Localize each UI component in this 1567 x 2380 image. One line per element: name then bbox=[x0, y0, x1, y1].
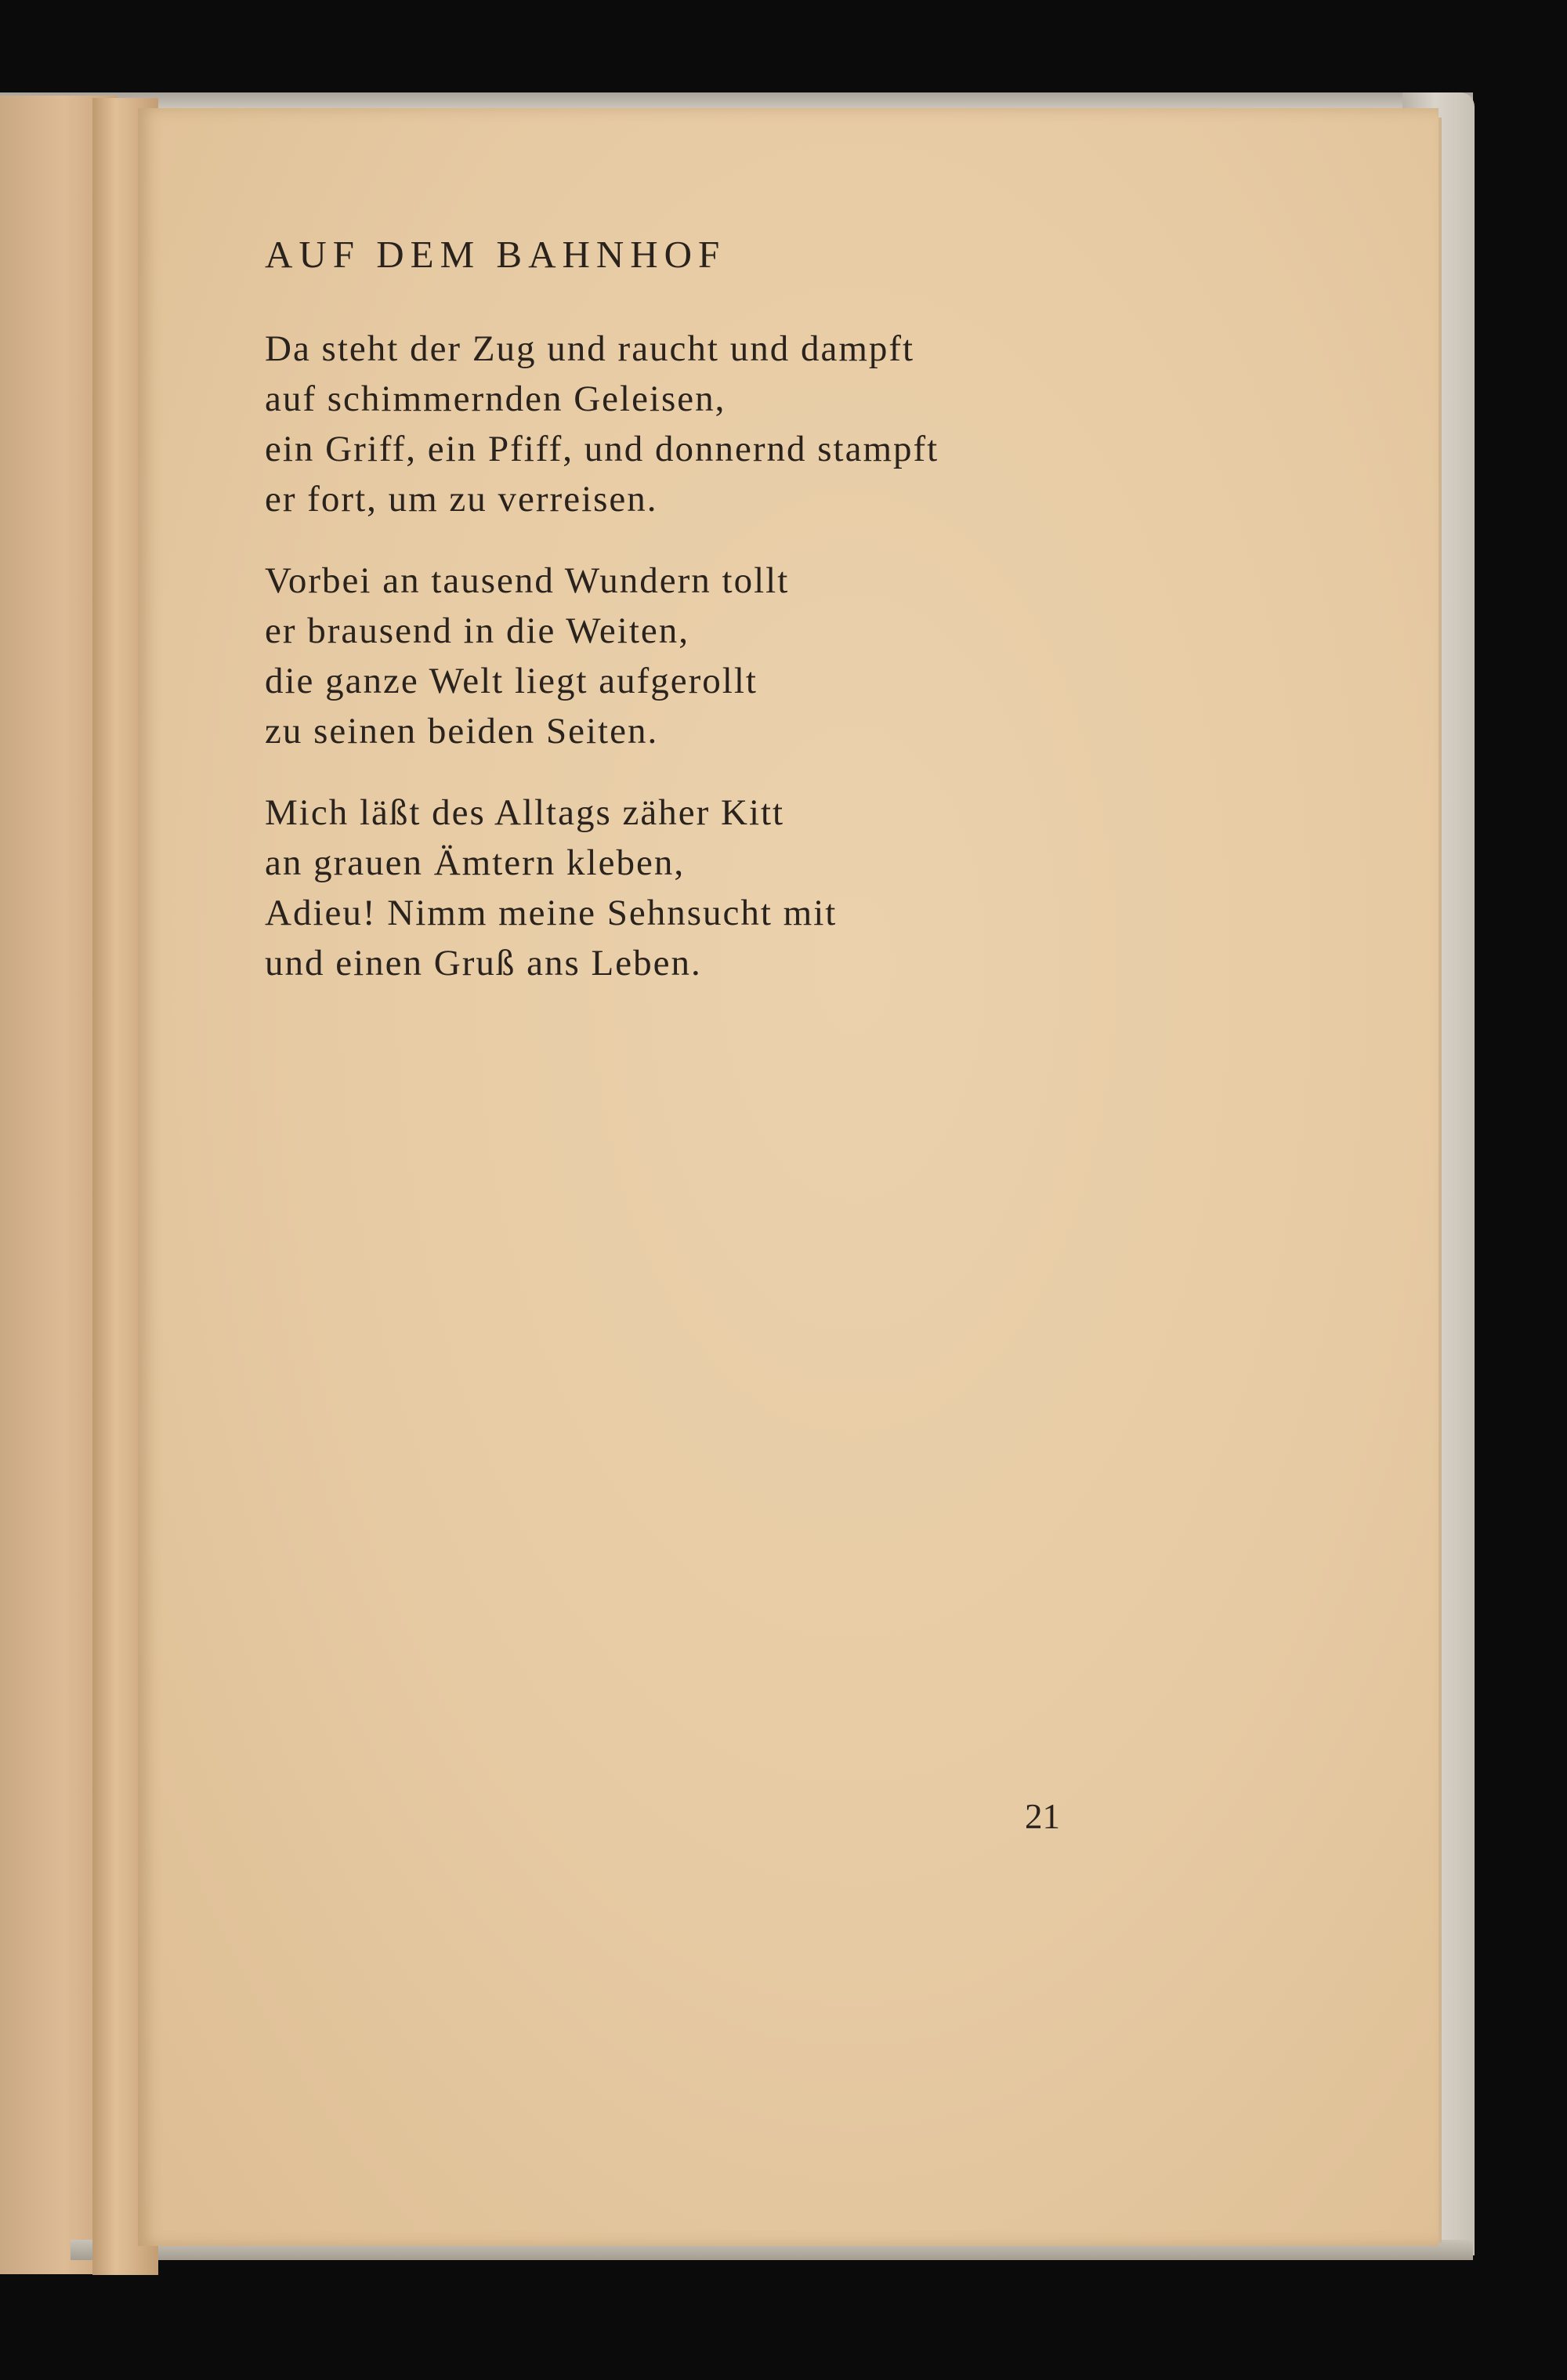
poem-line: er brausend in die Weiten, bbox=[265, 610, 689, 651]
poem-line: Vorbei an tausend Wundern tollt bbox=[265, 560, 790, 601]
poem-line: die ganze Welt liegt aufgerollt bbox=[265, 661, 758, 701]
poem-line: an grauen Ämtern kleben, bbox=[265, 842, 686, 883]
stanza-3 bbox=[265, 788, 1205, 988]
poem-line: auf schimmernden Geleisen, bbox=[265, 379, 726, 419]
poem-title: AUF DEM BAHNHOF bbox=[265, 233, 726, 276]
poem-line: Da steht der Zug und raucht und dampft bbox=[265, 328, 915, 369]
poem-line: ein Griff, ein Pfiff, und donnernd stampft bbox=[265, 429, 939, 469]
poem-line: zu seinen beiden Seiten. bbox=[265, 711, 659, 752]
poem-line: er fort, um zu verreisen. bbox=[265, 479, 658, 520]
cover-top-edge bbox=[0, 92, 1473, 110]
page-number: 21 bbox=[1025, 1797, 1060, 1836]
poem bbox=[265, 235, 1205, 1020]
poem-line: Mich läßt des Alltags zäher Kitt bbox=[265, 792, 785, 833]
poem-line: Adieu! Nimm meine Sehnsucht mit bbox=[265, 893, 838, 933]
poem-line: und einen Gruß ans Leben. bbox=[265, 943, 702, 984]
stanza-2 bbox=[265, 556, 1205, 756]
stanza-1 bbox=[265, 324, 1205, 524]
